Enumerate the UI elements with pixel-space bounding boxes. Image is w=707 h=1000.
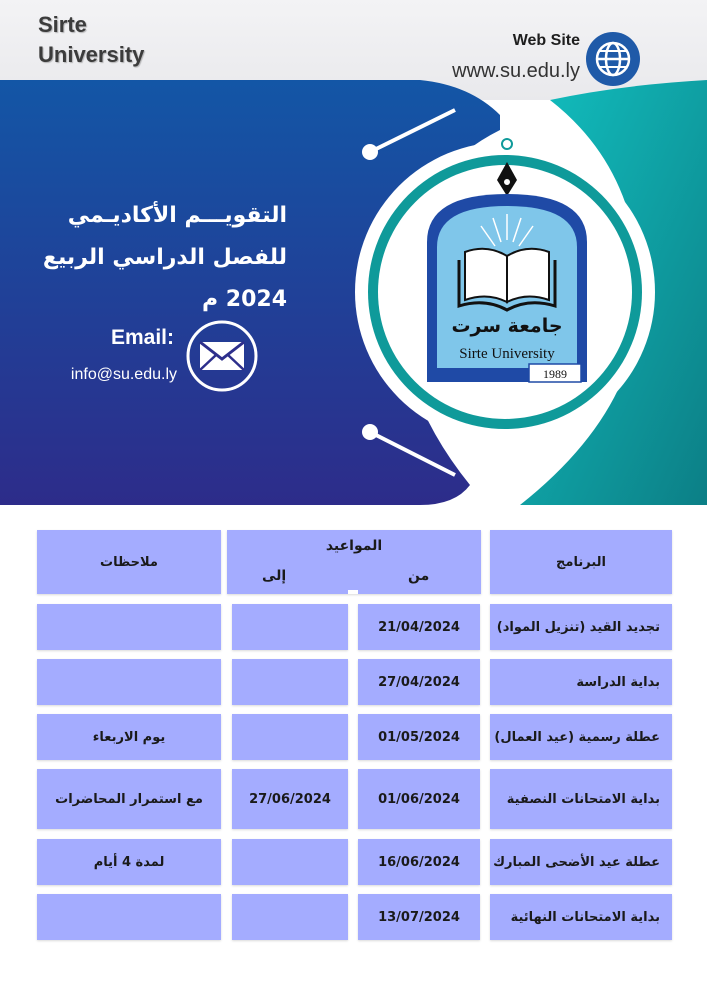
header-dates: المواعيد — [227, 530, 481, 594]
row-4-notes: مع استمرار المحاضرات — [37, 769, 221, 829]
row-6-from: 13/07/2024 — [358, 894, 480, 940]
svg-text:1989: 1989 — [543, 367, 567, 381]
row-6-program: بداية الامتحانات النهائية — [490, 894, 672, 940]
email-label: Email: — [110, 326, 174, 349]
row-6-notes — [37, 894, 221, 940]
row-1-from: 21/04/2024 — [358, 604, 480, 650]
row-3-to — [232, 714, 348, 760]
header-notes: ملاحظات — [37, 530, 221, 594]
row-1-program: تجديد القيد (تنزيل المواد) — [490, 604, 672, 650]
university-logo — [325, 152, 689, 452]
calendar-title: التقويـــم الأكاديـمي للفصل الدراسي الربيع 2024 م — [42, 203, 287, 312]
row-5-from: 16/06/2024 — [358, 839, 480, 885]
website-link[interactable]: www.su.edu.ly — [452, 60, 580, 82]
email-link[interactable]: info@su.edu.ly — [70, 366, 177, 383]
row-3-from: 01/05/2024 — [358, 714, 480, 760]
row-3-program: عطلة رسمية (عيد العمال) — [490, 714, 672, 760]
website-label: Web Site — [512, 32, 580, 49]
row-5-to — [232, 839, 348, 885]
row-5-program: عطلة عيد الأضحى المبارك — [490, 839, 672, 885]
row-2-program: بداية الدراسة — [490, 659, 672, 705]
row-5-notes: لمدة 4 أيام — [37, 839, 221, 885]
row-1-notes — [37, 604, 221, 650]
row-3-notes: يوم الاربعاء — [37, 714, 221, 760]
svg-text:جامعة سرت: جامعة سرت — [451, 315, 563, 337]
row-4-to: 27/06/2024 — [232, 769, 348, 829]
globe-icon — [586, 32, 640, 86]
row-2-notes — [37, 659, 221, 705]
mail-icon — [186, 320, 258, 392]
row-4-program: بداية الامتحانات النصفية — [490, 769, 672, 829]
row-1-to — [232, 604, 348, 650]
row-2-from: 27/04/2024 — [358, 659, 480, 705]
header-divider — [348, 590, 358, 594]
header-to: إلى — [262, 568, 287, 584]
university-name: Sirte University — [38, 12, 145, 67]
header-from: من — [408, 568, 430, 584]
row-6-to — [232, 894, 348, 940]
svg-text:Sirte University: Sirte University — [459, 346, 555, 362]
row-2-to — [232, 659, 348, 705]
header-program: البرنامج — [490, 530, 672, 594]
row-4-from: 01/06/2024 — [358, 769, 480, 829]
